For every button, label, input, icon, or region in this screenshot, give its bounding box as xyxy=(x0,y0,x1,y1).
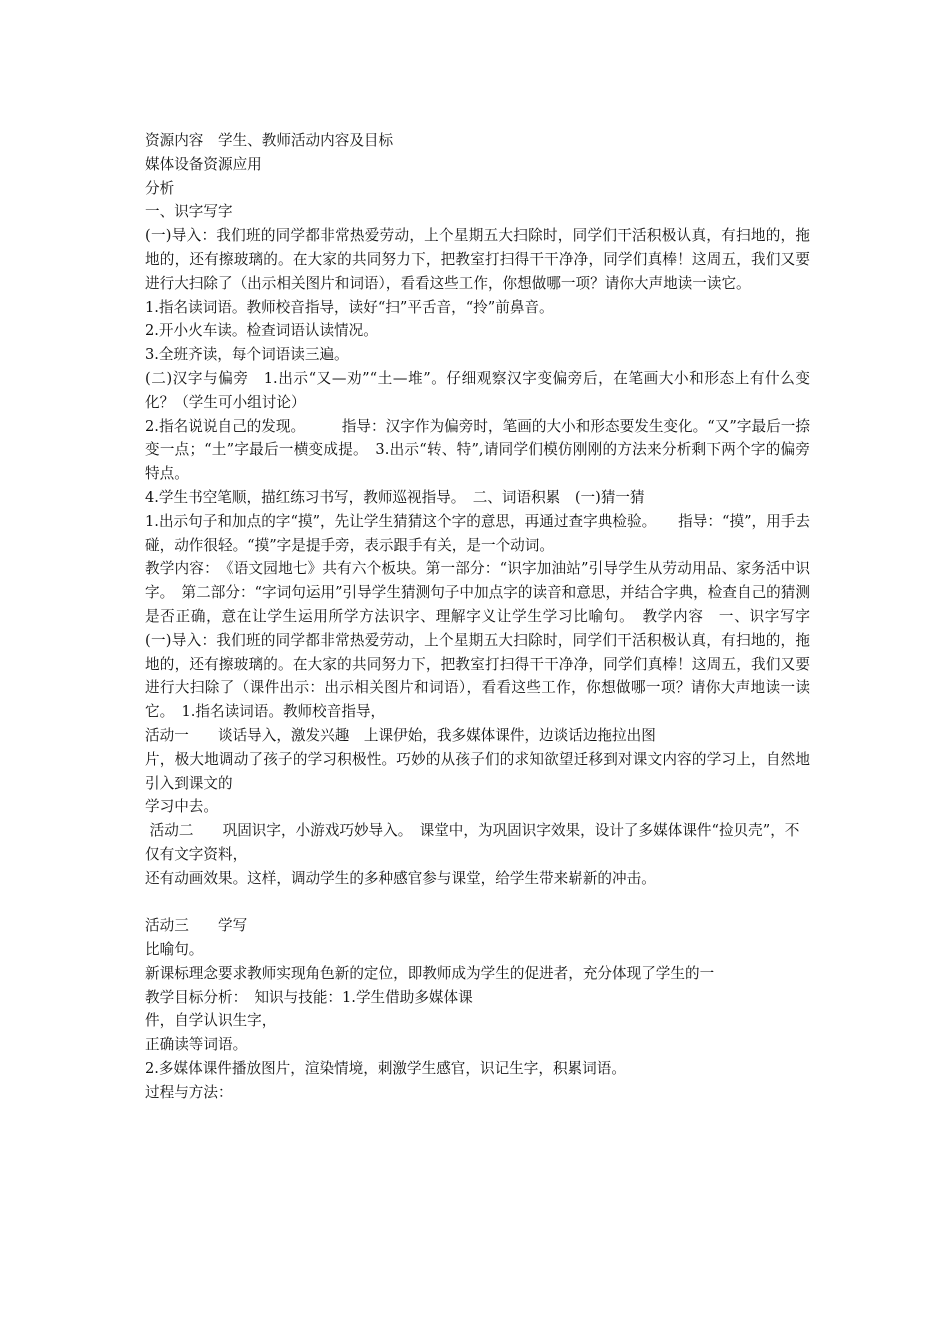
paragraph-header-3: 分析 xyxy=(145,179,175,197)
paragraph: 正确读等词语。 xyxy=(145,1036,248,1054)
paragraph: 教学目标分析： 知识与技能：1.学生借助多媒体课 xyxy=(145,988,473,1006)
paragraph: 片，极大地调动了孩子的学习积极性。巧妙的从孩子们的求知欲望迁移到对课文内容的学习上，自然地引入到课文的 xyxy=(145,750,810,792)
paragraph-header-1: 资源内容 学生、教师活动内容及目标 xyxy=(145,132,394,149)
paragraph: 活动三 学写 xyxy=(145,917,248,935)
section-heading: 一、识字写字 xyxy=(145,203,233,221)
paragraph: 3.全班齐读，每个词语读三遍。 xyxy=(145,346,349,364)
paragraph: 新课标理念要求教师实现角色新的定位，即教师成为学生的促进者，充分体现了学生的一 xyxy=(145,964,715,982)
paragraph: 学习中去。 xyxy=(145,798,218,816)
paragraph: (一)导入：我们班的同学都非常热爱劳动，上个星期五大扫除时，同学们干活积极认真，有扫地的，拖地的，还有擦玻璃的。在大家的共同努力下，把教室打扫得干干净净，同学们真棒！这周五，我们又要进行大扫除了（出示相关图片和词语），看看这些工作，你想做哪一项？请你大声地读一读它。 xyxy=(145,227,810,292)
paragraph: 件，自学认识生字， xyxy=(145,1012,277,1030)
paragraph: 活动二 巩固识字，小游戏巧妙导入。 课堂中，为巩固识字效果，设计了多媒体课件“捡贝壳”，不 xyxy=(145,822,800,840)
paragraph: 2.指名说说自己的发现。 指导：汉字作为偏旁时，笔画的大小和形态要发生变化。“又”字最后一捺变一点；“土”字最后一横变成提。 3.出示“转、特”,请同学们模仿刚刚的方法来分析剩下两个字的偏旁特点。 xyxy=(145,417,810,483)
paragraph: (二)汉字与偏旁 1.出示“又—劝”“土—堆”。仔细观察汉字变偏旁后，在笔画大小和形态上有什么变化？（学生可小组讨论） xyxy=(145,369,810,411)
blank-line xyxy=(145,891,810,915)
document-body xyxy=(145,129,825,1105)
paragraph: 4.学生书空笔顺，描红练习书写，教师巡视指导。 二、词语积累 (一)猜一猜 xyxy=(145,488,645,506)
paragraph: 过程与方法： xyxy=(145,1083,233,1101)
paragraph: 1.出示句子和加点的字“摸”，先让学生猜猜这个字的意思，再通过查字典检验。 指导：“摸”，用手去碰，动作很轻。“摸”字是提手旁，表示跟手有关，是一个动词。 xyxy=(145,512,810,554)
paragraph-header-2: 媒体设备资源应用 xyxy=(145,155,262,173)
paragraph: 还有动画效果。这样，调动学生的多种感官参与课堂，给学生带来崭新的冲击。 xyxy=(145,869,656,887)
paragraph: 活动一 谈话导入，激发兴趣 上课伊始，我多媒体课件，边谈话边拖拉出图 xyxy=(145,726,656,744)
paragraph: 仅有文字资料， xyxy=(145,845,248,863)
paragraph: 比喻句。 xyxy=(145,941,204,959)
paragraph: 2.多媒体课件播放图片，渲染情境，刺激学生感官，识记生字，积累词语。 xyxy=(145,1060,626,1078)
paragraph: 教学内容： 《语文园地七》共有六个板块。第一部分：“识字加油站”引导学生从劳动用品、家务活中识字。 第二部分：“字词句运用”引导学生猜测句子中加点字的读音和意思，并结合字典，检查自己的猜测是否正确，意在让学生运用所学方法识字、理解字义让学生学习比喻句。 教学内容 一、识字写字 (一)导入：我们班的同学都非常热爱劳动，上个星期五大扫除时，同学们干活积极认真，有扫地的，拖地的，还有擦玻璃的。在大家的共同努力下，把教室打扫得干干净净，同学们真棒！这周五，我们又要进行大扫除了（课件出示：出示相关图片和词语），看看这些工作，你想做哪一项？请你大声地读一读它。 1.指名读词语。教师校音指导， xyxy=(145,560,825,721)
paragraph: 1.指名读词语。教师校音指导，读好“扫”平舌音，“拎”前鼻音。 xyxy=(145,298,554,316)
paragraph: 2.开小火车读。检查词语认读情况。 xyxy=(145,322,378,340)
